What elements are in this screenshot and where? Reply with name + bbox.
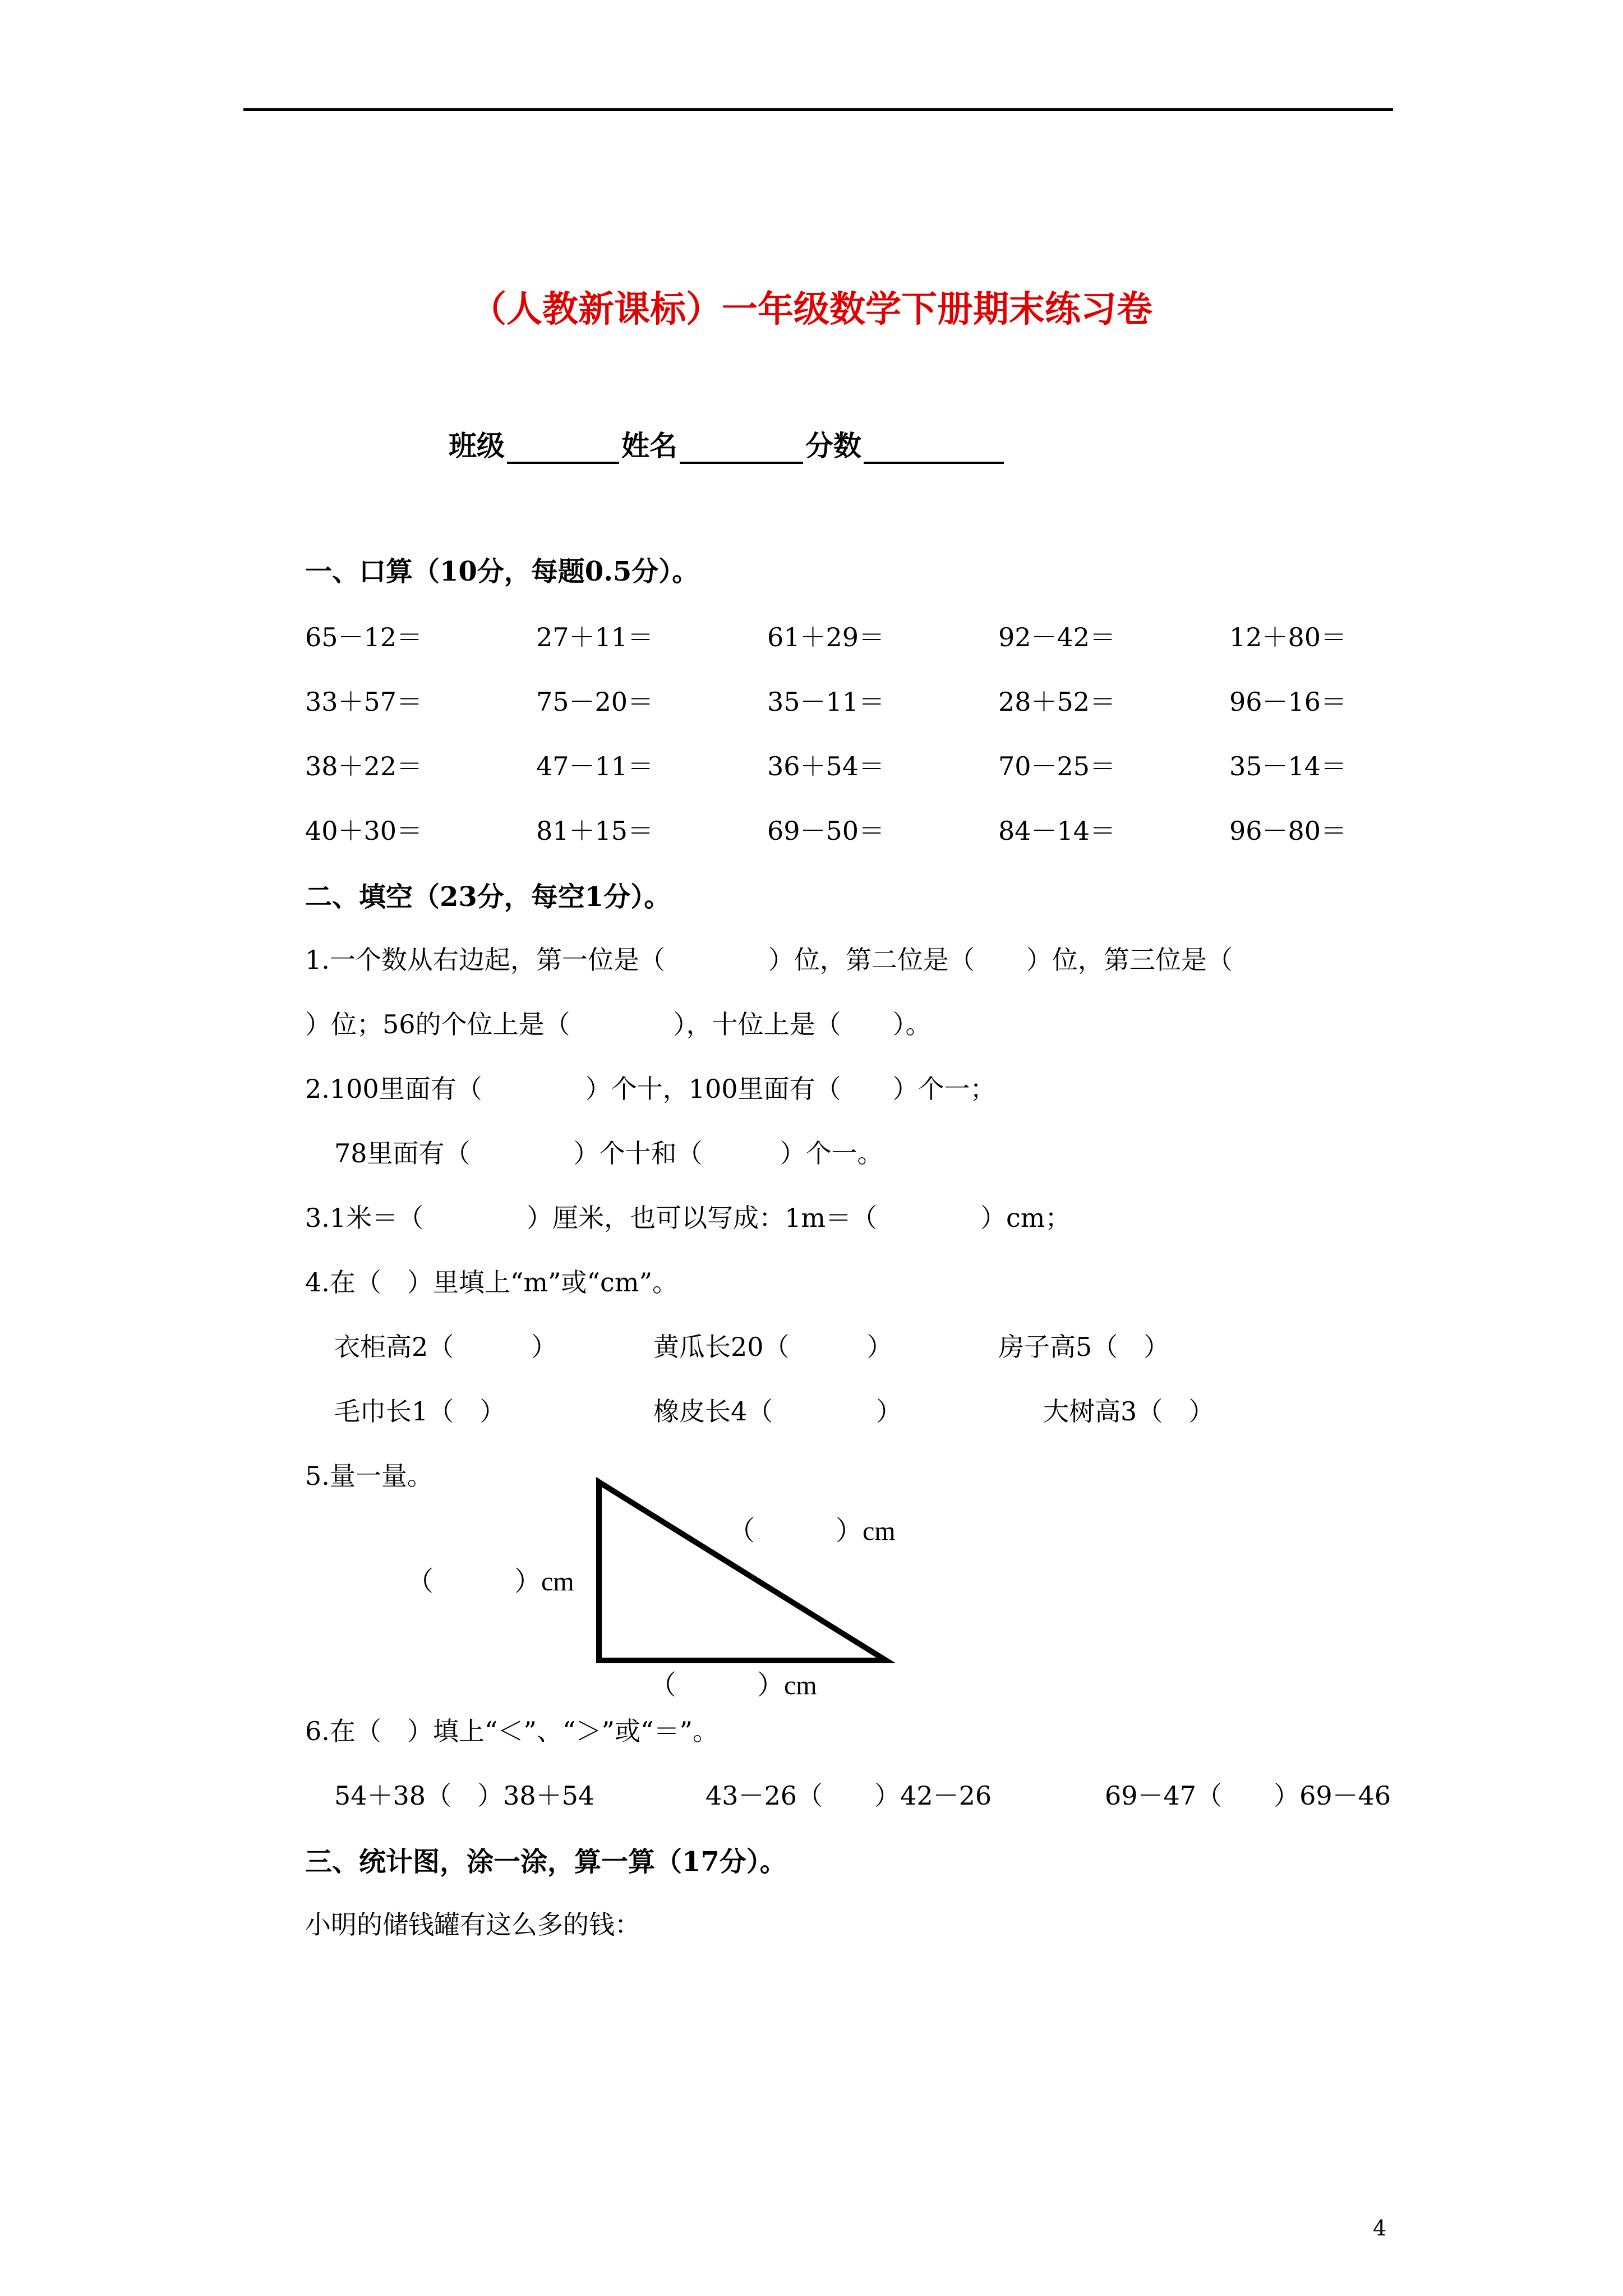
top-rule [243, 108, 1393, 111]
calc-item: 33＋57＝ [305, 687, 423, 717]
q4-item: 黄瓜长20（ ） [653, 1332, 893, 1362]
q4-item: 大树高3（ ） [1043, 1396, 1215, 1427]
calc-item: 40＋30＝ [305, 816, 423, 846]
score-label: 分数 [805, 429, 861, 462]
calc-item: 70－25＝ [998, 751, 1116, 781]
page-number: 4 [1373, 2216, 1387, 2240]
calc-item: 61＋29＝ [767, 622, 885, 652]
student-info-line [449, 424, 1006, 464]
q4-item: 衣柜高2（ ） [334, 1332, 557, 1362]
question-2-line-1: 2.100里面有（ ）个十，100里面有（ ）个一； [305, 1074, 996, 1104]
calc-item: 96－80＝ [1229, 816, 1347, 846]
q6-item: 43－26（ ）42－26 [706, 1780, 992, 1811]
section-2-title: 二、填空（23分，每空1分）。 [305, 881, 671, 913]
q4-item: 橡皮长4（ ） [653, 1396, 902, 1427]
calc-item: 47－11＝ [536, 751, 654, 781]
calc-item: 35－14＝ [1229, 751, 1347, 781]
triangle-figure [583, 1464, 897, 1677]
question-2-line-2: 78里面有（ ）个十和（ ）个一。 [334, 1138, 883, 1168]
calc-item: 27＋11＝ [536, 622, 654, 652]
calc-item: 96－16＝ [1229, 687, 1347, 717]
question-3: 3.1米＝（ ）厘米，也可以写成：1m＝（ ）cm； [305, 1203, 1071, 1233]
calc-item: 69－50＝ [767, 816, 885, 846]
section-1-title: 一、口算（10分，每题0.5分）。 [305, 556, 699, 587]
q4-item: 房子高5（ ） [998, 1332, 1170, 1362]
score-blank[interactable] [864, 432, 1004, 464]
calc-item: 28＋52＝ [998, 687, 1116, 717]
question-1-line-1: 1.一个数从右边起，第一位是（ ）位，第二位是（ ）位，第三位是（ [305, 945, 1233, 975]
calc-item: 75－20＝ [536, 687, 654, 717]
calc-item: 36＋54＝ [767, 751, 885, 781]
question-1-line-2: ）位；56的个位上是（ ），十位上是（ ）。 [305, 1009, 932, 1039]
q4-item: 毛巾长1（ ） [334, 1396, 506, 1427]
calc-item: 38＋22＝ [305, 751, 423, 781]
calc-item: 81＋15＝ [536, 816, 654, 846]
calc-item: 92－42＝ [998, 622, 1116, 652]
name-label: 姓名 [621, 429, 677, 462]
class-blank[interactable] [507, 432, 619, 464]
calc-item: 84－14＝ [998, 816, 1116, 846]
left-side-label: （ ）cm [407, 1567, 574, 1596]
calc-item: 65－12＝ [305, 622, 423, 652]
name-blank[interactable] [680, 432, 803, 464]
q6-item: 54＋38（ ）38＋54 [334, 1780, 595, 1811]
question-4: 4.在（ ）里填上“m”或“cm”。 [305, 1267, 678, 1297]
section-3-title: 三、统计图，涂一涂，算一算（17分）。 [305, 1846, 787, 1878]
class-label: 班级 [449, 429, 505, 462]
page-title: （人教新课标）一年级数学下册期末练习卷 [471, 288, 1152, 330]
calc-item: 12＋80＝ [1229, 622, 1347, 652]
q6-item: 69－47（ ）69－46 [1105, 1780, 1391, 1811]
question-5: 5.量一量。 [305, 1461, 433, 1491]
section-3-intro: 小明的储钱罐有这么多的钱： [305, 1910, 640, 1940]
calc-item: 35－11＝ [767, 687, 885, 717]
hypotenuse-label: （ ）cm [728, 1516, 896, 1546]
bottom-side-label: （ ）cm [649, 1671, 817, 1700]
question-6: 6.在（ ）填上“＜”、“＞”或“＝”。 [305, 1716, 718, 1746]
